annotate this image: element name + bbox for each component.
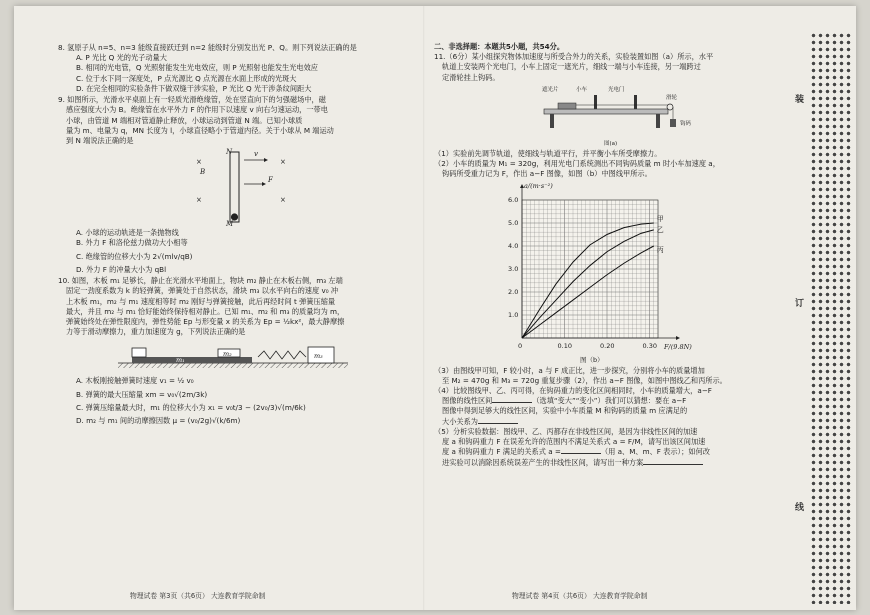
y-tick-label: 1.0 (508, 310, 519, 319)
q11-part-4-line: 图像中得到足够大的线性区间，实验中小车质量 M 和钩码的质量 m 应满足的 (442, 406, 688, 416)
y-tick-label: 5.0 (508, 218, 519, 227)
x-tick-label: 0.20 (600, 341, 615, 350)
q11-part-5-line: （5）分析实验数据：图线甲、乙、丙都存在非线性区间，是因为非线性区间的加速 (434, 426, 698, 436)
cross-mark: × (280, 196, 286, 205)
q10-stem-line: 弹簧始终处在弹性限度内，弹性势能 Ep 与形变量 x 的关系为 Ep = ½kx²，最大静摩擦 (66, 316, 345, 326)
q10-stem-line: 上木板 m₁，m₂ 与 m₁ 速度相等时 m₂ 刚好与弹簧接触，此后再经时间 t 弹簧压缩量 (66, 296, 336, 306)
support-left (550, 114, 554, 128)
track (544, 109, 668, 114)
figure-a-caption: 图(a) (604, 140, 618, 147)
q9-stem-line: 到 N 端说法正确的是 (66, 135, 134, 145)
page-crease (423, 6, 425, 610)
force-arrow-head (262, 182, 266, 186)
q11-part-5-text: 度 a 和钩码重力 F 满足的关系式 a = (442, 447, 561, 457)
support-right (656, 114, 660, 128)
q9-stem-line: 小球，由管道 M 端相对管道静止释放，小球运动到管道 N 端。已知小球质 (66, 115, 303, 125)
q10-option-d: D. m₂ 与 m₁ 间的动摩擦因数 μ = (v₀/2g)√(k/6m) (76, 416, 241, 426)
answer-blank[interactable] (492, 396, 532, 403)
pulley (667, 104, 673, 110)
photogate-1 (594, 95, 597, 109)
photogate-2 (634, 95, 637, 109)
series-label: 丙 (656, 245, 664, 254)
velocity-arrow-head (264, 158, 268, 162)
y-tick-label: 3.0 (508, 264, 519, 273)
q11-stem-line: 定滑轮挂上钩码。 (442, 72, 500, 82)
q10-option-c: C. 弹簧压缩量最大时，m₁ 的位移大小为 x₁ = v₀t/3 − (2v₀/3)√(m/6k) (76, 402, 306, 412)
right-page (434, 42, 790, 468)
label-b: B (200, 168, 206, 177)
y-tick-label: 4.0 (508, 241, 519, 250)
q10-stem-line: 最大，并且 m₂ 与 m₁ 恰好能始终保持相对静止。已知 m₁、m₂ 和 m₃ 的质量均为 m， (66, 306, 345, 316)
answer-blank[interactable] (561, 447, 601, 454)
q9-option-a: A. 小球的运动轨迹是一条抛物线 (76, 228, 179, 238)
q11-part-5-line (434, 458, 790, 468)
x-tick-label: 0 (518, 341, 523, 350)
exam-sheet (14, 6, 856, 610)
cross-mark: × (196, 158, 202, 167)
q9-option-c: C. 绝缘管的位移大小为 2√(mlv/qB) (76, 251, 193, 261)
q10-stem-line: 10. 如图，木板 m₁ 足够长，静止在光滑水平地面上，物块 m₂ 静止在木板右侧，m₃ 左端 (58, 276, 343, 286)
q11-part-5-line (434, 447, 790, 457)
a-f-chart (434, 180, 790, 366)
answer-blank[interactable] (478, 417, 518, 424)
q10-stem-line: 力等于滑动摩擦力，重力加速度为 g，下列说法正确的是 (66, 327, 246, 337)
label-m2: m₂ (223, 350, 232, 359)
q11-stem-line: 轨道上安装两个光电门，小车上固定一遮光片，细线一端与小车连接，另一端跨过 (442, 62, 701, 72)
q11-part-4-line (434, 396, 790, 406)
label-v: v (254, 150, 258, 159)
series-label: 乙 (656, 225, 664, 234)
q8-option-c: C. 位于水下同一深度处，P 点光源比 Q 点光源在水面上形成的光斑大 (76, 73, 297, 83)
question-9 (58, 95, 418, 275)
q11-part-4-line: （4）比较图线甲、乙、丙可得，在钩码重力的变化区间相同时，小车的质量增大，a−F (434, 385, 712, 395)
y-tick-label: 2.0 (508, 287, 519, 296)
spring (258, 351, 306, 359)
right-footer: 物理试卷 第4页（共6页） 大连教育学院命制 (512, 592, 648, 600)
q10-option-a: A. 木板刚接触弹簧时速度 v₁ = ½ v₀ (76, 376, 194, 386)
hook-weights (670, 119, 676, 127)
q11-part-4-text: （选填“变大”“变小”）我们可以猜想：要在 a−F (532, 396, 687, 406)
cart (558, 103, 576, 109)
cross-mark: × (280, 158, 286, 167)
x-tick-label: 0.10 (557, 341, 572, 350)
label-gates: 光电门 (608, 86, 625, 93)
q11-part-4-text: 大小关系为 (442, 416, 478, 426)
label-m1: m₁ (176, 356, 185, 365)
q11-part-5-text: 进实验可以消除因系统误差产生的非线性区间，请写出一种方案 (442, 457, 644, 467)
binding-label: 订 (794, 299, 804, 309)
section-title: 二、非选择题：本题共5小题，共54分。 (434, 42, 565, 51)
q11-part-4-line (434, 417, 790, 427)
label-pulley: 滑轮 (666, 94, 678, 101)
charged-ball (231, 214, 238, 221)
q11-part-1: （1）实验前先调节轨道，使细线与轨道平行，并平衡小车所受摩擦力。 (434, 148, 662, 158)
ground (118, 363, 348, 368)
q11-part-2-line: （2）小车的质量为 M₁ = 320g，利用光电门系统测出不同钩码质量 m 时小车加速度 a， (434, 159, 720, 169)
binding-label: 装 (794, 95, 804, 105)
question-10 (58, 276, 418, 426)
q9-tube-figure (58, 146, 418, 228)
q8-option-d: D. 在完全相同的实验条件下做双缝干涉实验，P 光比 Q 光干涉条纹间距大 (76, 83, 312, 93)
x-tick-label: 0.30 (642, 341, 657, 350)
label-f: F (268, 176, 273, 185)
binding-label: 线 (794, 503, 804, 513)
x-axis-label: F/(9.8N) (664, 342, 692, 351)
q11-part-3-line: （3）由图线甲可知，F 较小时，a 与 F 成正比，进一步探究，分别将小车的质量增加 (434, 365, 705, 375)
binding-dot-pattern (810, 32, 852, 604)
q9-stem-line: 量为 m、电量为 q，MN 长度为 l，小球直径略小于管道内径。关于小球从 M 端运动 (66, 125, 334, 135)
board-m1 (132, 357, 252, 363)
q8-option-b: B. 相同的光电管，Q 光照射能发生光电效应，则 P 光照射也能发生光电效应 (76, 63, 318, 73)
label-m: M (226, 220, 234, 229)
answer-blank[interactable] (643, 458, 703, 465)
label-weights: 钩码 (680, 120, 692, 127)
label-n: N (226, 148, 233, 157)
y-axis-label: a/(m·s⁻²) (524, 181, 553, 190)
q9-stem-line: 感应强度大小为 B。绝缘管在水平外力 F 的作用下以速度 v 向右匀速运动，一带电 (66, 105, 328, 115)
apparatus-figure (434, 83, 790, 149)
q8-stem: 8. 氢原子从 n=5、n=3 能级直接跃迁到 n=2 能级时分别发出光 P、Q。则下列说法正确的是 (58, 43, 357, 52)
q10-spring-figure (58, 337, 418, 373)
left-footer: 物理试卷 第3页（共6页） 大连教育学院命制 (130, 592, 266, 600)
q9-option-d: D. 外力 F 的冲量大小为 qBl (76, 264, 167, 274)
cross-mark: × (196, 196, 202, 205)
q9-option-b: B. 外力 F 和洛伦兹力做功大小相等 (76, 238, 188, 248)
q11-part-5-line: 度 a 和钩码重力 F 在误差允许的范围内不满足关系式 a = F/M，请写出该区间加速 (442, 437, 706, 447)
q10-option-b: B. 弹簧的最大压缩量 xm = v₀√(2m/3k) (76, 389, 208, 399)
series-label: 甲 (656, 214, 664, 223)
block-m3-slider (132, 348, 146, 357)
left-page (58, 42, 418, 429)
q11-part-5-text: （用 a、M、m、F 表示）；如何改 (600, 447, 710, 457)
q11-part-2-line: 钩码所受重力记为 F，作出 a−F 图像，如图（b）中图线甲所示。 (442, 169, 652, 179)
label-cart: 小车 (576, 86, 588, 93)
insulating-tube (230, 152, 239, 222)
q8-option-a: A. P 光比 Q 光的光子动量大 (76, 53, 167, 63)
q11-stem-line: 11.（6分）某小组探究物体加速度与所受合外力的关系，实验装置如图（a）所示，水平 (434, 52, 714, 62)
label-m3: m₃ (314, 352, 323, 361)
q9-stem-line: 9. 如图所示，光滑水平桌面上有一轻质光滑绝缘管，处在竖直向下的匀强磁场中，磁 (58, 95, 326, 105)
q10-stem-line: 固定一劲度系数为 k 的轻弹簧，弹簧处于自然状态，滑块 m₃ 以水平向右的速度 v₀ 冲 (66, 286, 339, 296)
question-8 (58, 43, 418, 94)
q11-part-3-line: 至 M₂ = 470g 和 M₃ = 720g 重复步骤（2），作出 a−F 图像，如图中图线乙和丙所示。 (442, 375, 727, 385)
x-axis-arrow (676, 336, 680, 340)
q11-part-4-text: 图像的线性区间 (442, 396, 493, 406)
figure-b-caption: 图（b） (580, 355, 604, 364)
y-tick-label: 6.0 (508, 195, 519, 204)
label-shade: 遮光片 (542, 86, 559, 93)
